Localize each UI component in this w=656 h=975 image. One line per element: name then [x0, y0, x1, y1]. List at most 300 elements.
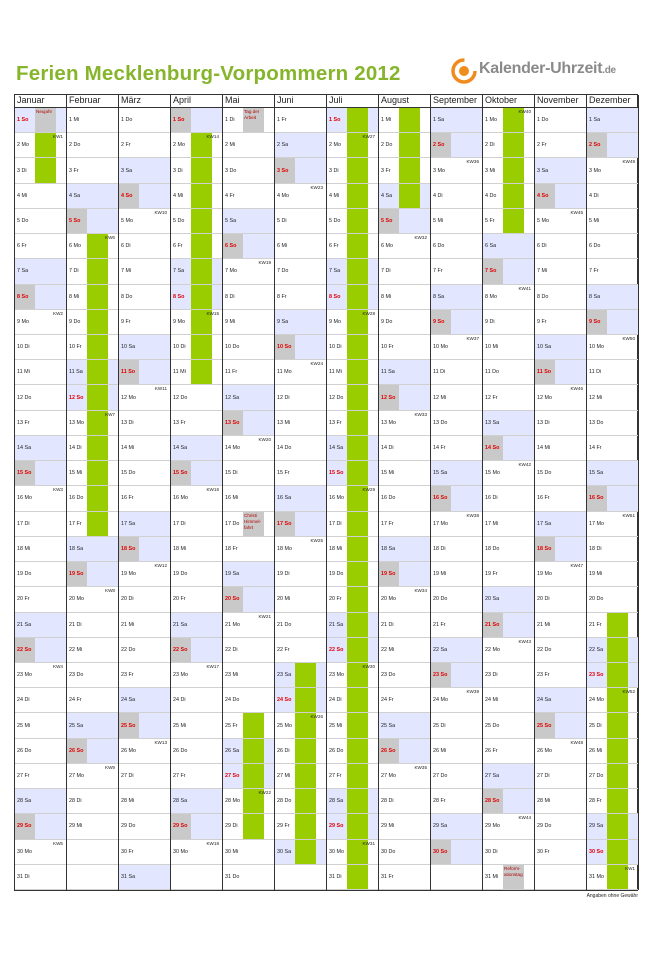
day-cell[interactable] [587, 713, 638, 738]
day-cell[interactable] [171, 158, 222, 183]
day-cell[interactable] [15, 512, 66, 537]
day-cell[interactable] [119, 108, 170, 133]
day-cell[interactable] [379, 512, 430, 537]
day-cell[interactable] [275, 486, 326, 511]
day-cell[interactable] [15, 638, 66, 663]
day-cell[interactable] [171, 638, 222, 663]
day-cell[interactable] [171, 814, 222, 839]
day-cell[interactable] [379, 108, 430, 133]
day-cell[interactable] [171, 209, 222, 234]
day-cell[interactable] [327, 688, 378, 713]
day-cell[interactable] [15, 411, 66, 436]
day-cell[interactable] [171, 512, 222, 537]
day-cell[interactable] [119, 814, 170, 839]
day-cell[interactable] [223, 461, 274, 486]
day-cell[interactable] [223, 865, 274, 890]
day-cell[interactable] [483, 385, 534, 410]
site-logo[interactable] [450, 56, 642, 88]
day-cell[interactable] [535, 209, 586, 234]
day-cell[interactable] [223, 411, 274, 436]
day-cell[interactable] [67, 587, 118, 612]
day-cell[interactable] [327, 764, 378, 789]
day-cell[interactable] [483, 512, 534, 537]
day-cell[interactable] [327, 285, 378, 310]
day-cell[interactable] [587, 512, 638, 537]
day-cell[interactable] [327, 461, 378, 486]
day-cell[interactable] [535, 512, 586, 537]
day-cell[interactable] [275, 184, 326, 209]
day-cell[interactable] [67, 184, 118, 209]
day-cell[interactable] [587, 461, 638, 486]
day-cell[interactable] [327, 562, 378, 587]
day-cell[interactable] [535, 411, 586, 436]
day-cell[interactable] [535, 840, 586, 865]
day-cell[interactable] [431, 562, 482, 587]
day-cell[interactable] [171, 840, 222, 865]
day-cell[interactable] [171, 688, 222, 713]
day-cell[interactable] [171, 789, 222, 814]
day-cell[interactable] [223, 310, 274, 335]
day-cell[interactable] [67, 158, 118, 183]
day-cell[interactable] [587, 587, 638, 612]
day-cell[interactable] [119, 613, 170, 638]
day-cell[interactable] [171, 310, 222, 335]
day-cell[interactable] [431, 158, 482, 183]
day-cell[interactable] [431, 184, 482, 209]
day-cell[interactable] [535, 158, 586, 183]
day-cell[interactable] [15, 562, 66, 587]
day-cell[interactable] [67, 411, 118, 436]
day-cell[interactable] [483, 486, 534, 511]
day-cell[interactable] [535, 436, 586, 461]
day-cell[interactable] [119, 688, 170, 713]
day-cell[interactable] [119, 789, 170, 814]
day-cell[interactable] [15, 310, 66, 335]
day-cell[interactable] [119, 335, 170, 360]
day-cell[interactable] [223, 713, 274, 738]
day-cell[interactable] [327, 385, 378, 410]
day-cell[interactable] [587, 486, 638, 511]
day-cell[interactable] [15, 865, 66, 890]
day-cell[interactable] [483, 562, 534, 587]
day-cell[interactable] [379, 184, 430, 209]
day-cell[interactable] [327, 158, 378, 183]
day-cell[interactable] [119, 234, 170, 259]
day-cell[interactable] [67, 739, 118, 764]
day-cell[interactable] [171, 663, 222, 688]
day-cell[interactable] [275, 385, 326, 410]
day-cell[interactable] [171, 461, 222, 486]
day-cell[interactable] [327, 638, 378, 663]
day-cell[interactable] [431, 411, 482, 436]
day-cell[interactable] [379, 285, 430, 310]
day-cell[interactable] [223, 764, 274, 789]
day-cell[interactable] [535, 688, 586, 713]
day-cell[interactable] [67, 537, 118, 562]
day-cell[interactable] [67, 688, 118, 713]
day-cell[interactable] [379, 537, 430, 562]
day-cell[interactable] [431, 587, 482, 612]
day-cell[interactable] [535, 234, 586, 259]
day-cell[interactable] [119, 537, 170, 562]
day-cell[interactable] [535, 461, 586, 486]
day-cell[interactable] [119, 436, 170, 461]
day-cell[interactable] [379, 209, 430, 234]
day-cell[interactable] [15, 108, 66, 133]
day-cell[interactable] [171, 436, 222, 461]
day-cell[interactable] [15, 486, 66, 511]
day-cell[interactable] [587, 259, 638, 284]
day-cell[interactable] [223, 739, 274, 764]
day-cell[interactable] [587, 158, 638, 183]
day-cell[interactable] [223, 688, 274, 713]
day-cell[interactable] [223, 184, 274, 209]
day-cell[interactable] [431, 133, 482, 158]
day-cell[interactable] [535, 133, 586, 158]
day-cell[interactable] [587, 638, 638, 663]
day-cell[interactable] [171, 739, 222, 764]
day-cell[interactable] [327, 108, 378, 133]
day-cell[interactable] [483, 688, 534, 713]
day-cell[interactable] [483, 158, 534, 183]
day-cell[interactable] [15, 814, 66, 839]
day-cell[interactable] [223, 537, 274, 562]
day-cell[interactable] [327, 713, 378, 738]
day-cell[interactable] [587, 688, 638, 713]
day-cell[interactable] [15, 688, 66, 713]
day-cell[interactable] [327, 259, 378, 284]
day-cell[interactable] [171, 562, 222, 587]
day-cell[interactable] [535, 587, 586, 612]
day-cell[interactable] [587, 537, 638, 562]
day-cell[interactable] [119, 713, 170, 738]
day-cell[interactable] [223, 512, 274, 537]
day-cell[interactable] [275, 663, 326, 688]
day-cell[interactable] [275, 789, 326, 814]
day-cell[interactable] [327, 739, 378, 764]
day-cell[interactable] [379, 562, 430, 587]
day-cell[interactable] [535, 663, 586, 688]
day-cell[interactable] [379, 133, 430, 158]
day-cell[interactable] [15, 133, 66, 158]
day-cell[interactable] [67, 486, 118, 511]
day-cell[interactable] [327, 840, 378, 865]
day-cell[interactable] [275, 739, 326, 764]
day-cell[interactable] [587, 562, 638, 587]
day-cell[interactable] [119, 259, 170, 284]
day-cell[interactable] [483, 713, 534, 738]
day-cell[interactable] [275, 259, 326, 284]
day-cell[interactable] [67, 234, 118, 259]
day-cell[interactable] [535, 638, 586, 663]
day-cell[interactable] [171, 385, 222, 410]
day-cell[interactable] [119, 285, 170, 310]
day-cell[interactable] [379, 840, 430, 865]
day-cell[interactable] [119, 840, 170, 865]
day-cell[interactable] [483, 663, 534, 688]
day-cell[interactable] [431, 814, 482, 839]
day-cell[interactable] [223, 335, 274, 360]
day-cell[interactable] [67, 814, 118, 839]
day-cell[interactable] [67, 108, 118, 133]
day-cell[interactable] [15, 285, 66, 310]
day-cell[interactable] [171, 713, 222, 738]
day-cell[interactable] [587, 360, 638, 385]
day-cell[interactable] [483, 360, 534, 385]
day-cell[interactable] [431, 209, 482, 234]
day-cell[interactable] [275, 461, 326, 486]
day-cell[interactable] [431, 789, 482, 814]
day-cell[interactable] [223, 840, 274, 865]
day-cell[interactable] [275, 764, 326, 789]
day-cell[interactable] [587, 814, 638, 839]
day-cell[interactable] [483, 865, 534, 890]
day-cell[interactable] [327, 335, 378, 360]
day-cell[interactable] [379, 865, 430, 890]
day-cell[interactable] [431, 512, 482, 537]
day-cell[interactable] [171, 133, 222, 158]
day-cell[interactable] [15, 259, 66, 284]
day-cell[interactable] [171, 764, 222, 789]
day-cell[interactable] [275, 713, 326, 738]
day-cell[interactable] [15, 840, 66, 865]
day-cell[interactable] [223, 209, 274, 234]
day-cell[interactable] [275, 512, 326, 537]
day-cell[interactable] [535, 537, 586, 562]
day-cell[interactable] [327, 789, 378, 814]
day-cell[interactable] [119, 310, 170, 335]
day-cell[interactable] [15, 739, 66, 764]
day-cell[interactable] [275, 840, 326, 865]
day-cell[interactable] [327, 360, 378, 385]
day-cell[interactable] [275, 108, 326, 133]
day-cell[interactable] [587, 411, 638, 436]
day-cell[interactable] [119, 562, 170, 587]
day-cell[interactable] [15, 360, 66, 385]
day-cell[interactable] [535, 814, 586, 839]
day-cell[interactable] [275, 814, 326, 839]
day-cell[interactable] [223, 385, 274, 410]
day-cell[interactable] [483, 133, 534, 158]
day-cell[interactable] [535, 764, 586, 789]
day-cell[interactable] [171, 411, 222, 436]
day-cell[interactable] [119, 461, 170, 486]
day-cell[interactable] [379, 360, 430, 385]
day-cell[interactable] [379, 234, 430, 259]
day-cell[interactable] [587, 335, 638, 360]
day-cell[interactable] [535, 486, 586, 511]
day-cell[interactable] [67, 613, 118, 638]
day-cell[interactable] [379, 764, 430, 789]
day-cell[interactable] [431, 461, 482, 486]
day-cell[interactable] [275, 537, 326, 562]
day-cell[interactable] [483, 436, 534, 461]
day-cell[interactable] [223, 486, 274, 511]
day-cell[interactable] [379, 613, 430, 638]
day-cell[interactable] [431, 840, 482, 865]
day-cell[interactable] [431, 713, 482, 738]
day-cell[interactable] [379, 739, 430, 764]
day-cell[interactable] [483, 209, 534, 234]
day-cell[interactable] [379, 688, 430, 713]
day-cell[interactable] [171, 108, 222, 133]
day-cell[interactable] [431, 385, 482, 410]
day-cell[interactable] [379, 310, 430, 335]
day-cell[interactable] [223, 158, 274, 183]
day-cell[interactable] [483, 285, 534, 310]
day-cell[interactable] [587, 789, 638, 814]
day-cell[interactable] [483, 613, 534, 638]
day-cell[interactable] [379, 436, 430, 461]
day-cell[interactable] [15, 663, 66, 688]
day-cell[interactable] [223, 360, 274, 385]
day-cell[interactable] [275, 587, 326, 612]
day-cell[interactable] [327, 613, 378, 638]
day-cell[interactable] [275, 234, 326, 259]
day-cell[interactable] [327, 865, 378, 890]
day-cell[interactable] [535, 335, 586, 360]
day-cell[interactable] [119, 360, 170, 385]
day-cell[interactable] [67, 764, 118, 789]
day-cell[interactable] [67, 385, 118, 410]
day-cell[interactable] [275, 411, 326, 436]
day-cell[interactable] [431, 638, 482, 663]
day-cell[interactable] [15, 587, 66, 612]
day-cell[interactable] [119, 865, 170, 890]
day-cell[interactable] [587, 764, 638, 789]
day-cell[interactable] [379, 663, 430, 688]
day-cell[interactable] [535, 385, 586, 410]
day-cell[interactable] [483, 234, 534, 259]
day-cell[interactable] [15, 713, 66, 738]
day-cell[interactable] [15, 234, 66, 259]
day-cell[interactable] [67, 789, 118, 814]
day-cell[interactable] [327, 234, 378, 259]
day-cell[interactable] [535, 360, 586, 385]
day-cell[interactable] [171, 259, 222, 284]
day-cell[interactable] [67, 461, 118, 486]
day-cell[interactable] [327, 184, 378, 209]
day-cell[interactable] [431, 663, 482, 688]
day-cell[interactable] [483, 310, 534, 335]
day-cell[interactable] [379, 587, 430, 612]
day-cell[interactable] [587, 663, 638, 688]
day-cell[interactable] [379, 814, 430, 839]
day-cell[interactable] [379, 158, 430, 183]
day-cell[interactable] [431, 764, 482, 789]
day-cell[interactable] [119, 184, 170, 209]
day-cell[interactable] [119, 638, 170, 663]
day-cell[interactable] [67, 512, 118, 537]
day-cell[interactable] [483, 461, 534, 486]
day-cell[interactable] [483, 789, 534, 814]
day-cell[interactable] [327, 133, 378, 158]
day-cell[interactable] [223, 638, 274, 663]
day-cell[interactable] [119, 739, 170, 764]
day-cell[interactable] [15, 209, 66, 234]
day-cell[interactable] [67, 436, 118, 461]
day-cell[interactable] [171, 537, 222, 562]
day-cell[interactable] [587, 234, 638, 259]
day-cell[interactable] [119, 385, 170, 410]
day-cell[interactable] [67, 713, 118, 738]
day-cell[interactable] [223, 285, 274, 310]
day-cell[interactable] [67, 209, 118, 234]
day-cell[interactable] [15, 461, 66, 486]
day-cell[interactable] [275, 613, 326, 638]
day-cell[interactable] [587, 865, 638, 890]
day-cell[interactable] [119, 512, 170, 537]
day-cell[interactable] [15, 537, 66, 562]
day-cell[interactable] [431, 335, 482, 360]
day-cell[interactable] [535, 285, 586, 310]
day-cell[interactable] [431, 259, 482, 284]
day-cell[interactable] [587, 133, 638, 158]
day-cell[interactable] [67, 335, 118, 360]
day-cell[interactable] [275, 562, 326, 587]
day-cell[interactable] [119, 764, 170, 789]
day-cell[interactable] [171, 234, 222, 259]
day-cell[interactable] [327, 587, 378, 612]
day-cell[interactable] [15, 436, 66, 461]
day-cell[interactable] [535, 713, 586, 738]
day-cell[interactable] [67, 360, 118, 385]
day-cell[interactable] [431, 537, 482, 562]
day-cell[interactable] [379, 411, 430, 436]
day-cell[interactable] [275, 133, 326, 158]
day-cell[interactable] [327, 512, 378, 537]
day-cell[interactable] [15, 335, 66, 360]
day-cell[interactable] [379, 385, 430, 410]
day-cell[interactable] [119, 486, 170, 511]
day-cell[interactable] [483, 587, 534, 612]
day-cell[interactable] [587, 385, 638, 410]
day-cell[interactable] [431, 436, 482, 461]
day-cell[interactable] [587, 739, 638, 764]
day-cell[interactable] [431, 486, 482, 511]
day-cell[interactable] [431, 234, 482, 259]
day-cell[interactable] [275, 158, 326, 183]
day-cell[interactable] [275, 638, 326, 663]
day-cell[interactable] [119, 411, 170, 436]
day-cell[interactable] [223, 789, 274, 814]
day-cell[interactable] [431, 613, 482, 638]
day-cell[interactable] [223, 436, 274, 461]
day-cell[interactable] [535, 562, 586, 587]
day-cell[interactable] [327, 436, 378, 461]
day-cell[interactable] [587, 209, 638, 234]
day-cell[interactable] [327, 209, 378, 234]
day-cell[interactable] [379, 259, 430, 284]
day-cell[interactable] [171, 184, 222, 209]
day-cell[interactable] [587, 613, 638, 638]
day-cell[interactable] [379, 461, 430, 486]
day-cell[interactable] [535, 739, 586, 764]
day-cell[interactable] [327, 486, 378, 511]
day-cell[interactable] [483, 411, 534, 436]
day-cell[interactable] [535, 789, 586, 814]
day-cell[interactable] [67, 310, 118, 335]
day-cell[interactable] [119, 133, 170, 158]
day-cell[interactable] [535, 184, 586, 209]
day-cell[interactable] [15, 158, 66, 183]
day-cell[interactable] [431, 360, 482, 385]
day-cell[interactable] [15, 613, 66, 638]
day-cell[interactable] [223, 259, 274, 284]
day-cell[interactable] [483, 739, 534, 764]
day-cell[interactable] [431, 739, 482, 764]
day-cell[interactable] [535, 613, 586, 638]
